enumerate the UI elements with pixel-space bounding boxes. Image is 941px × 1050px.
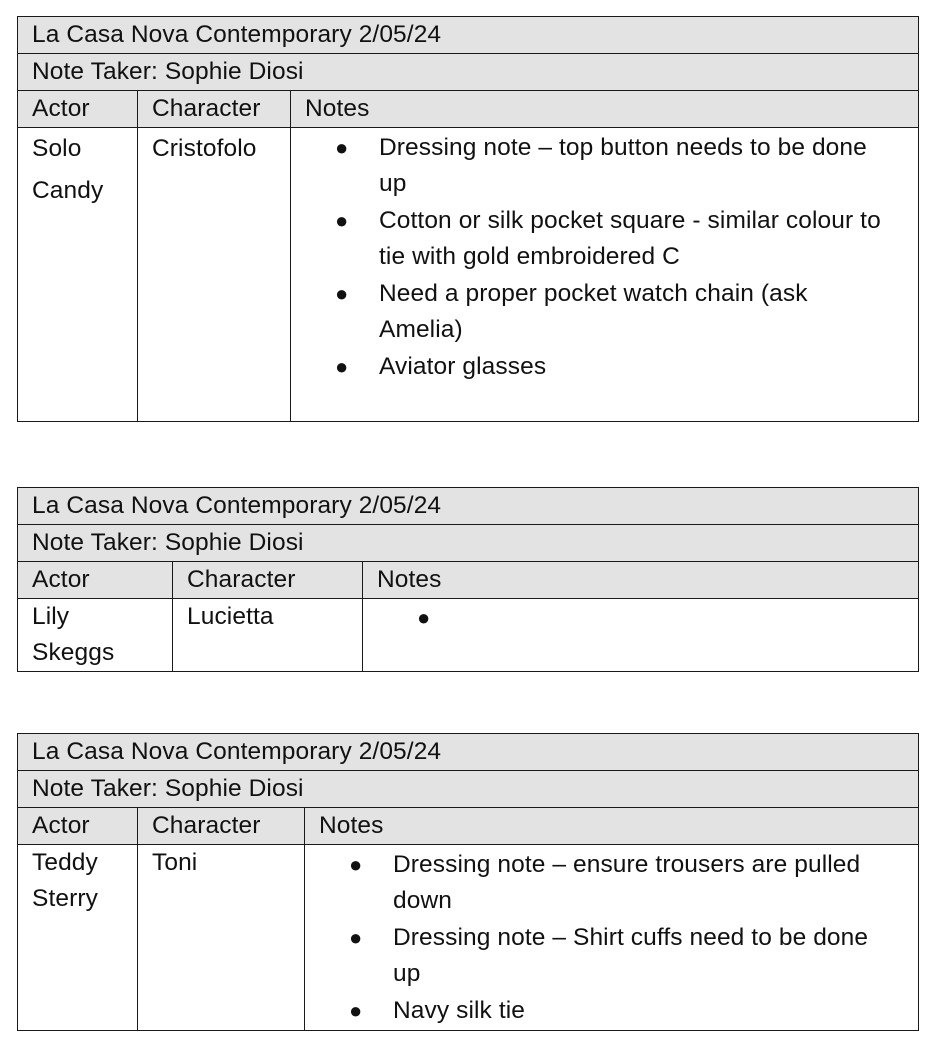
character-name: Cristofolo — [152, 135, 257, 162]
note-table-3 — [17, 733, 919, 1031]
bullet-icon: ● — [349, 852, 363, 877]
notes-cell — [305, 845, 919, 1031]
table-title: La Casa Nova Contemporary 2/05/24 — [18, 488, 919, 525]
character-name: Lucietta — [187, 603, 274, 630]
note-item: ● Navy silk tie — [305, 993, 918, 1029]
bullet-icon: ● — [335, 281, 349, 306]
note-item: ● Cotton or silk pocket square - similar colour to tie with gold embroidered C — [291, 203, 918, 275]
actor-name: Solo Candy — [32, 135, 104, 204]
character-name: Toni — [152, 849, 198, 876]
bullet-icon: ● — [349, 998, 363, 1023]
note-taker: Note Taker: Sophie Diosi — [18, 525, 919, 562]
note-table-2 — [17, 487, 919, 672]
notes-list — [291, 130, 918, 385]
notes-cell — [291, 128, 919, 422]
note-item: ● Dressing note – ensure trousers are pulled down — [305, 847, 918, 919]
column-header-character: Character — [138, 91, 291, 128]
bullet-icon: ● — [335, 208, 349, 233]
column-header-notes: Notes — [305, 808, 919, 845]
column-header-character: Character — [138, 808, 305, 845]
note-taker: Note Taker: Sophie Diosi — [18, 771, 919, 808]
column-header-character: Character — [173, 562, 363, 599]
bullet-icon: ● — [417, 605, 431, 630]
column-header-actor: Actor — [18, 91, 138, 128]
bullet-icon: ● — [335, 354, 349, 379]
note-item: ● Dressing note – Shirt cuffs need to be done up — [305, 920, 918, 992]
column-header-actor: Actor — [18, 562, 173, 599]
note-table-1 — [17, 16, 919, 422]
column-header-actor: Actor — [18, 808, 138, 845]
actor-name: Lily Skeggs — [32, 603, 115, 666]
column-header-notes: Notes — [291, 91, 919, 128]
column-header-notes: Notes — [363, 562, 919, 599]
bullet-icon: ● — [349, 925, 363, 950]
table-title: La Casa Nova Contemporary 2/05/24 — [18, 17, 919, 54]
bullet-icon: ● — [335, 135, 349, 160]
notes-list — [305, 847, 918, 1029]
note-item: ● Need a proper pocket watch chain (ask Amelia) — [291, 276, 918, 348]
notes-cell — [363, 599, 919, 672]
actor-name: Teddy Sterry — [32, 849, 98, 912]
note-taker: Note Taker: Sophie Diosi — [18, 54, 919, 91]
note-item: ● Aviator glasses — [291, 349, 918, 385]
note-item: ● Dressing note – top button needs to be done up — [291, 130, 918, 202]
table-title: La Casa Nova Contemporary 2/05/24 — [18, 734, 919, 771]
